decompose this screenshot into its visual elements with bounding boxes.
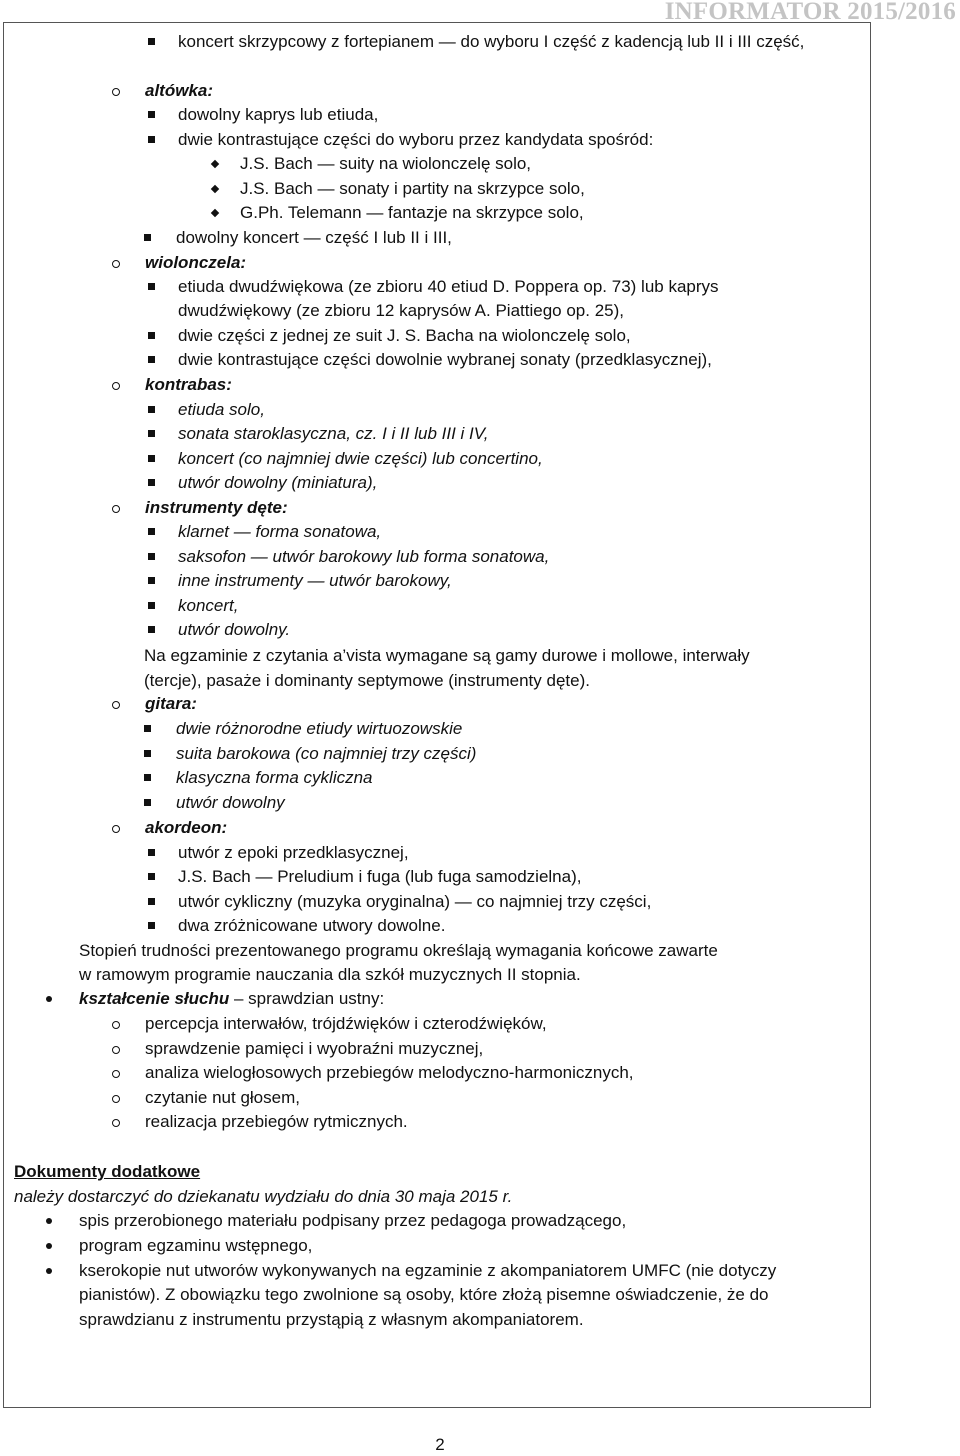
square-bullet-icon [148, 553, 155, 560]
square-bullet-icon [148, 136, 155, 143]
square-bullet-icon [144, 774, 151, 781]
square-bullet-icon [148, 873, 155, 880]
text-line: J.S. Bach — sonaty i partity na skrzypce solo, [240, 179, 585, 198]
circle-bullet-icon [112, 88, 120, 96]
square-bullet-icon [144, 799, 151, 806]
square-bullet-icon [148, 922, 155, 929]
circle-bullet-icon [112, 505, 120, 513]
text-line: realizacja przebiegów rytmicznych. [145, 1112, 408, 1131]
text-line: sprawdzenie pamięci i wyobraźni muzycznej, [145, 1039, 484, 1058]
text-line: etiuda dwudźwiękowa (ze zbioru 40 etiud D. Poppera op. 73) lub kaprys [178, 277, 719, 296]
dot-bullet-icon [46, 996, 52, 1002]
text-line: program egzaminu wstępnego, [79, 1236, 313, 1255]
circle-bullet-icon [112, 260, 120, 268]
text-line: koncert skrzypcowy z fortepianem — do wyboru I część z kadencją lub II i III część, [178, 32, 805, 51]
text-line: Stopień trudności prezentowanego programu określają wymagania końcowe zawarte [79, 941, 718, 960]
square-bullet-icon [148, 332, 155, 339]
square-bullet-icon [144, 234, 151, 241]
text-line: J.S. Bach — suity na wiolonczelę solo, [240, 154, 532, 173]
dot-bullet-icon [46, 1268, 52, 1274]
text-line: sonata staroklasyczna, cz. I i II lub III i IV, [178, 424, 489, 443]
square-bullet-icon [148, 602, 155, 609]
section-heading: kształcenie słuchu [79, 989, 230, 1008]
text-line: altówka: [145, 81, 214, 100]
section-heading-suffix: – sprawdzian ustny: [229, 989, 385, 1008]
dot-bullet-icon [46, 1243, 52, 1249]
text-line: saksofon — utwór barokowy lub forma sonatowa, [178, 547, 550, 566]
square-bullet-icon [148, 455, 155, 462]
text-line: kontrabas: [145, 375, 232, 394]
square-bullet-icon [148, 528, 155, 535]
text-line: koncert (co najmniej dwie części) lub concertino, [178, 449, 543, 468]
circle-bullet-icon [112, 1046, 120, 1054]
text-line: instrumenty dęte: [145, 498, 288, 517]
text-line: klarnet — forma sonatowa, [178, 522, 382, 541]
circle-bullet-icon [112, 1119, 120, 1127]
text-line: dwie różnorodne etiudy wirtuozowskie [176, 719, 463, 738]
text-line: sprawdzianu z instrumentu przystąpią z własnym akompaniatorem. [79, 1310, 584, 1329]
text-line: J.S. Bach — Preludium i fuga (lub fuga samodzielna), [178, 867, 582, 886]
square-bullet-icon [148, 898, 155, 905]
square-bullet-icon [148, 479, 155, 486]
header-title: INFORMATOR 2015/2016 [664, 0, 956, 25]
text-line: etiuda solo, [178, 400, 265, 419]
square-bullet-icon [148, 577, 155, 584]
circle-bullet-icon [112, 701, 120, 709]
text-line: gitara: [145, 694, 197, 713]
text-line: analiza wielogłosowych przebiegów melodyczno-harmonicznych, [145, 1063, 634, 1082]
text-line: percepcja interwałów, trójdźwięków i czterodźwięków, [145, 1014, 547, 1033]
square-bullet-icon [148, 111, 155, 118]
square-bullet-icon [148, 38, 155, 45]
text-line: utwór z epoki przedklasycznej, [178, 843, 409, 862]
text-line: dwie kontrastujące części dowolnie wybranej sonaty (przedklasycznej), [178, 350, 712, 369]
text-line: suita barokowa (co najmniej trzy części) [176, 744, 477, 763]
text-line: dwie części z jednej ze suit J. S. Bacha na wiolonczelę solo, [178, 326, 631, 345]
square-bullet-icon [148, 283, 155, 290]
square-bullet-icon [148, 626, 155, 633]
text-line: inne instrumenty — utwór barokowy, [178, 571, 452, 590]
text-line: Na egzaminie z czytania a’vista wymagane są gamy durowe i mollowe, interwały [144, 646, 750, 665]
circle-bullet-icon [112, 1070, 120, 1078]
square-bullet-icon [148, 430, 155, 437]
text-line: utwór dowolny. [178, 620, 291, 639]
text-line: czytanie nut głosem, [145, 1088, 300, 1107]
text-line: (tercje), pasaże i dominanty septymowe (instrumenty dęte). [144, 671, 590, 690]
text-line: dwie kontrastujące części do wyboru przez kandydata spośród: [178, 130, 654, 149]
dot-bullet-icon [46, 1218, 52, 1224]
text-line [79, 988, 384, 1010]
square-bullet-icon [148, 406, 155, 413]
circle-bullet-icon [112, 382, 120, 390]
text-line: utwór cykliczny (muzyka oryginalna) — co najmniej trzy części, [178, 892, 652, 911]
text-line: utwór dowolny (miniatura), [178, 473, 378, 492]
text-line: G.Ph. Telemann — fantazje na skrzypce solo, [240, 203, 584, 222]
text-line: dwudźwiękowy (ze zbioru 12 kaprysów A. Piattiego op. 25), [178, 301, 625, 320]
text-line: spis przerobionego materiału podpisany przez pedagoga prowadzącego, [79, 1211, 627, 1230]
text-line: akordeon: [145, 818, 228, 837]
text-line: wiolonczela: [145, 253, 247, 272]
page-number: 2 [435, 1435, 445, 1454]
square-bullet-icon [144, 725, 151, 732]
text-line: utwór dowolny [176, 793, 285, 812]
circle-bullet-icon [112, 1095, 120, 1103]
square-bullet-icon [144, 750, 151, 757]
circle-bullet-icon [112, 1021, 120, 1029]
text-line: klasyczna forma cykliczna [176, 768, 373, 787]
text-line: w ramowym programie nauczania dla szkół muzycznych II stopnia. [79, 965, 581, 984]
text-line: kserokopie nut utworów wykonywanych na egzaminie z akompaniatorem UMFC (nie dotyczy [79, 1261, 777, 1280]
text-line: dowolny kaprys lub etiuda, [178, 105, 379, 124]
square-bullet-icon [148, 849, 155, 856]
text-line: należy dostarczyć do dziekanatu wydziału do dnia 30 maja 2015 r. [14, 1187, 513, 1206]
text-line: dwa zróżnicowane utwory dowolne. [178, 916, 446, 935]
square-bullet-icon [148, 356, 155, 363]
text-line: dowolny koncert — część I lub II i III, [176, 228, 452, 247]
text-line: Dokumenty dodatkowe [14, 1162, 201, 1181]
circle-bullet-icon [112, 825, 120, 833]
text-line: koncert, [178, 596, 239, 615]
text-line: pianistów). Z obowiązku tego zwolnione są osoby, które złożą pisemne oświadczenie, że do [79, 1285, 769, 1304]
